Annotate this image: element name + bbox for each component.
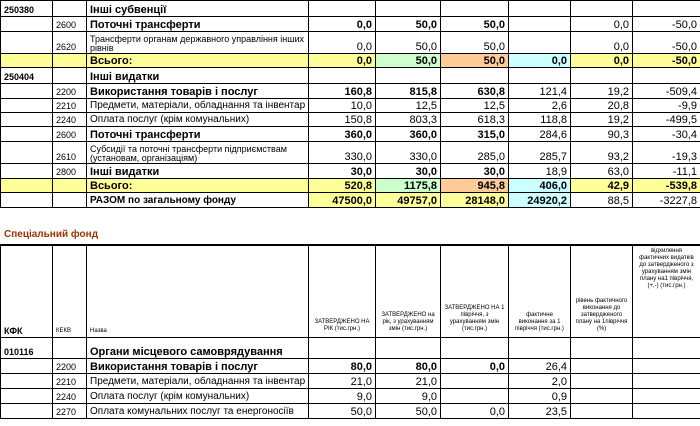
value-cell: -3227,8 <box>633 193 700 208</box>
value-cell <box>441 68 509 84</box>
value-cell: 50,0 <box>376 32 441 54</box>
kekv-cell <box>53 338 87 359</box>
name-cell: Оплата комунальних послуг та енергоносіїв <box>87 404 309 419</box>
general-fund-table <box>0 0 700 208</box>
value-cell: 0,0 <box>441 359 509 374</box>
value-cell: 0,0 <box>571 32 633 54</box>
kekv-cell: 2270 <box>53 404 87 419</box>
kfk-cell <box>1 359 53 374</box>
name-cell: Всього: <box>87 179 309 193</box>
value-cell <box>571 1 633 17</box>
value-cell: 330,0 <box>309 142 376 164</box>
value-cell: -50,0 <box>633 17 700 32</box>
value-cell: 50,0 <box>376 17 441 32</box>
value-cell <box>441 374 509 389</box>
value-cell: -539,8 <box>633 179 700 193</box>
value-cell <box>633 389 700 404</box>
value-cell: -50,0 <box>633 54 700 68</box>
value-cell <box>571 374 633 389</box>
special-fund-title: Спеціальний фонд <box>0 220 700 245</box>
value-cell <box>571 338 633 359</box>
value-cell: 150,8 <box>309 113 376 127</box>
kfk-cell: 250404 <box>1 68 53 84</box>
value-cell: 330,0 <box>376 142 441 164</box>
table-row <box>1 179 700 193</box>
name-cell: Предмети, матеріали, обладнання та інвентар <box>87 99 309 113</box>
value-cell: 20,8 <box>571 99 633 113</box>
value-cell: 93,2 <box>571 142 633 164</box>
table-row <box>1 113 700 127</box>
value-cell: 23,5 <box>509 404 571 419</box>
value-cell: -509,4 <box>633 84 700 99</box>
kekv-cell <box>53 1 87 17</box>
value-cell: 945,8 <box>441 179 509 193</box>
table-row <box>1 1 700 17</box>
table-row <box>1 359 700 374</box>
table-row <box>1 193 700 208</box>
header-approved-half: ЗАТВЕРДЖЕНО НА 1 півріччя, з урахуванням змін (тис.грн.) <box>441 246 509 338</box>
value-cell: 406,0 <box>509 179 571 193</box>
value-cell: 30,0 <box>376 164 441 179</box>
value-cell <box>633 374 700 389</box>
value-cell: 42,9 <box>571 179 633 193</box>
table-row <box>1 338 700 359</box>
value-cell: 30,0 <box>309 164 376 179</box>
name-cell: Інші субвенції <box>87 1 309 17</box>
table-row <box>1 32 700 54</box>
name-cell: Використання товарів і послуг <box>87 84 309 99</box>
value-cell: 47500,0 <box>309 193 376 208</box>
value-cell: 80,0 <box>376 359 441 374</box>
value-cell: 80,0 <box>309 359 376 374</box>
kfk-cell <box>1 164 53 179</box>
header-approved-year: ЗАТВЕРДЖЕНО НА РІК (тис.грн.) <box>309 246 376 338</box>
value-cell <box>509 1 571 17</box>
value-cell <box>633 1 700 17</box>
table-row <box>1 164 700 179</box>
value-cell: 12,5 <box>441 99 509 113</box>
value-cell: 2,6 <box>509 99 571 113</box>
kfk-cell <box>1 374 53 389</box>
header-name: Назва <box>87 246 309 338</box>
kfk-cell <box>1 179 53 193</box>
value-cell: -9,9 <box>633 99 700 113</box>
value-cell: -499,5 <box>633 113 700 127</box>
value-cell <box>376 68 441 84</box>
kekv-cell <box>53 179 87 193</box>
kekv-cell: 2240 <box>53 113 87 127</box>
value-cell: 0,9 <box>509 389 571 404</box>
value-cell <box>441 338 509 359</box>
value-cell: 19,2 <box>571 84 633 99</box>
value-cell: 50,0 <box>441 32 509 54</box>
value-cell: 0,0 <box>571 54 633 68</box>
value-cell: -30,4 <box>633 127 700 142</box>
name-cell: РАЗОМ по загальному фонду <box>87 193 309 208</box>
name-cell: Субсидії та поточні трансферти підприємствам (установам, організаціям) <box>87 142 309 164</box>
value-cell <box>441 389 509 404</box>
value-cell: 19,2 <box>571 113 633 127</box>
table-row <box>1 404 700 419</box>
kekv-cell <box>53 54 87 68</box>
value-cell: 160,8 <box>309 84 376 99</box>
kfk-cell <box>1 84 53 99</box>
kekv-cell <box>53 68 87 84</box>
kekv-cell: 2200 <box>53 359 87 374</box>
name-cell: Поточні трансферти <box>87 17 309 32</box>
value-cell: 803,3 <box>376 113 441 127</box>
name-cell: Предмети, матеріали, обладнання та інвентар <box>87 374 309 389</box>
value-cell: 520,8 <box>309 179 376 193</box>
name-cell: Інші видатки <box>87 164 309 179</box>
header-approved-year-changes: ЗАТВЕРДЖЕНО на рік, з урахуванням змін (тис.грн.) <box>376 246 441 338</box>
value-cell: 118,8 <box>509 113 571 127</box>
kekv-cell: 2210 <box>53 99 87 113</box>
kfk-cell <box>1 127 53 142</box>
value-cell: 0,0 <box>571 17 633 32</box>
value-cell: 26,4 <box>509 359 571 374</box>
header-actual: фактичне виконання за 1 півріччя (тис.грн.) <box>509 246 571 338</box>
value-cell <box>571 404 633 419</box>
kekv-cell: 2610 <box>53 142 87 164</box>
kekv-cell: 2600 <box>53 127 87 142</box>
value-cell: 315,0 <box>441 127 509 142</box>
special-fund-table <box>0 245 700 419</box>
value-cell: 360,0 <box>376 127 441 142</box>
kfk-cell <box>1 113 53 127</box>
value-cell <box>571 389 633 404</box>
value-cell: 121,4 <box>509 84 571 99</box>
value-cell <box>633 404 700 419</box>
value-cell: 0,0 <box>509 54 571 68</box>
value-cell: -11,1 <box>633 164 700 179</box>
value-cell: 0,0 <box>309 17 376 32</box>
value-cell <box>309 1 376 17</box>
header-kfk: КФК <box>1 246 53 338</box>
value-cell <box>633 338 700 359</box>
kekv-cell: 2600 <box>53 17 87 32</box>
value-cell: 9,0 <box>309 389 376 404</box>
value-cell: 0,0 <box>309 32 376 54</box>
value-cell: 50,0 <box>441 17 509 32</box>
value-cell: 10,0 <box>309 99 376 113</box>
name-cell: Поточні трансферти <box>87 127 309 142</box>
header-kek: КЕКВ <box>53 246 87 338</box>
value-cell <box>633 359 700 374</box>
value-cell: 360,0 <box>309 127 376 142</box>
value-cell <box>509 68 571 84</box>
table-row <box>1 17 700 32</box>
value-cell: 1175,8 <box>376 179 441 193</box>
table-row <box>1 68 700 84</box>
kfk-cell <box>1 99 53 113</box>
value-cell: 50,0 <box>441 54 509 68</box>
value-cell <box>376 338 441 359</box>
kekv-cell: 2240 <box>53 389 87 404</box>
value-cell: 49757,0 <box>376 193 441 208</box>
name-cell: Оплата послуг (крім комунальних) <box>87 389 309 404</box>
value-cell: 50,0 <box>309 404 376 419</box>
name-cell: Оплата послуг (крім комунальних) <box>87 113 309 127</box>
value-cell <box>376 1 441 17</box>
kfk-cell <box>1 389 53 404</box>
value-cell: -19,3 <box>633 142 700 164</box>
value-cell: 88,5 <box>571 193 633 208</box>
table-row <box>1 374 700 389</box>
value-cell <box>509 338 571 359</box>
value-cell: 28148,0 <box>441 193 509 208</box>
value-cell: 0,0 <box>441 404 509 419</box>
value-cell: 63,0 <box>571 164 633 179</box>
value-cell: 21,0 <box>376 374 441 389</box>
kekv-cell: 2620 <box>53 32 87 54</box>
value-cell: 50,0 <box>376 404 441 419</box>
kfk-cell: 010116 <box>1 338 53 359</box>
value-cell <box>309 338 376 359</box>
value-cell <box>441 1 509 17</box>
value-cell <box>309 68 376 84</box>
value-cell: 2,0 <box>509 374 571 389</box>
table-row <box>1 142 700 164</box>
value-cell <box>633 68 700 84</box>
value-cell: 50,0 <box>376 54 441 68</box>
value-cell: 12,5 <box>376 99 441 113</box>
value-cell: 815,8 <box>376 84 441 99</box>
kekv-cell: 2210 <box>53 374 87 389</box>
kfk-cell <box>1 17 53 32</box>
value-cell: 18,9 <box>509 164 571 179</box>
header-deviation: відхилення фактичних видатків до затвердженого з урахуванням змін плану на1 півріччя, (+,-) (тис.грн.) <box>633 246 700 338</box>
kfk-cell: 250380 <box>1 1 53 17</box>
name-cell: Трансферти органам державного управління інших рівнів <box>87 32 309 54</box>
value-cell: 21,0 <box>309 374 376 389</box>
name-cell: Інші видатки <box>87 68 309 84</box>
kfk-cell <box>1 404 53 419</box>
kfk-cell <box>1 193 53 208</box>
value-cell: 285,7 <box>509 142 571 164</box>
kfk-cell <box>1 32 53 54</box>
value-cell <box>509 32 571 54</box>
kekv-cell: 2200 <box>53 84 87 99</box>
kfk-cell <box>1 142 53 164</box>
value-cell: -50,0 <box>633 32 700 54</box>
value-cell: 630,8 <box>441 84 509 99</box>
header-row <box>1 246 700 338</box>
value-cell <box>571 68 633 84</box>
table-row <box>1 99 700 113</box>
header-percent: рівень фактичного виконання до затвердженого плану на 1півріччя (%) <box>571 246 633 338</box>
name-cell: Використання товарів і послуг <box>87 359 309 374</box>
kfk-cell <box>1 54 53 68</box>
table-row <box>1 127 700 142</box>
value-cell: 284,6 <box>509 127 571 142</box>
name-cell: Всього: <box>87 54 309 68</box>
value-cell: 30,0 <box>441 164 509 179</box>
value-cell <box>571 359 633 374</box>
value-cell: 24920,2 <box>509 193 571 208</box>
value-cell <box>509 17 571 32</box>
value-cell: 9,0 <box>376 389 441 404</box>
kekv-cell <box>53 193 87 208</box>
value-cell: 285,0 <box>441 142 509 164</box>
table-row <box>1 389 700 404</box>
name-cell: Органи місцевого самоврядування <box>87 338 309 359</box>
kekv-cell: 2800 <box>53 164 87 179</box>
table-row <box>1 54 700 68</box>
table-row <box>1 84 700 99</box>
value-cell: 618,3 <box>441 113 509 127</box>
value-cell: 0,0 <box>309 54 376 68</box>
value-cell: 90,3 <box>571 127 633 142</box>
